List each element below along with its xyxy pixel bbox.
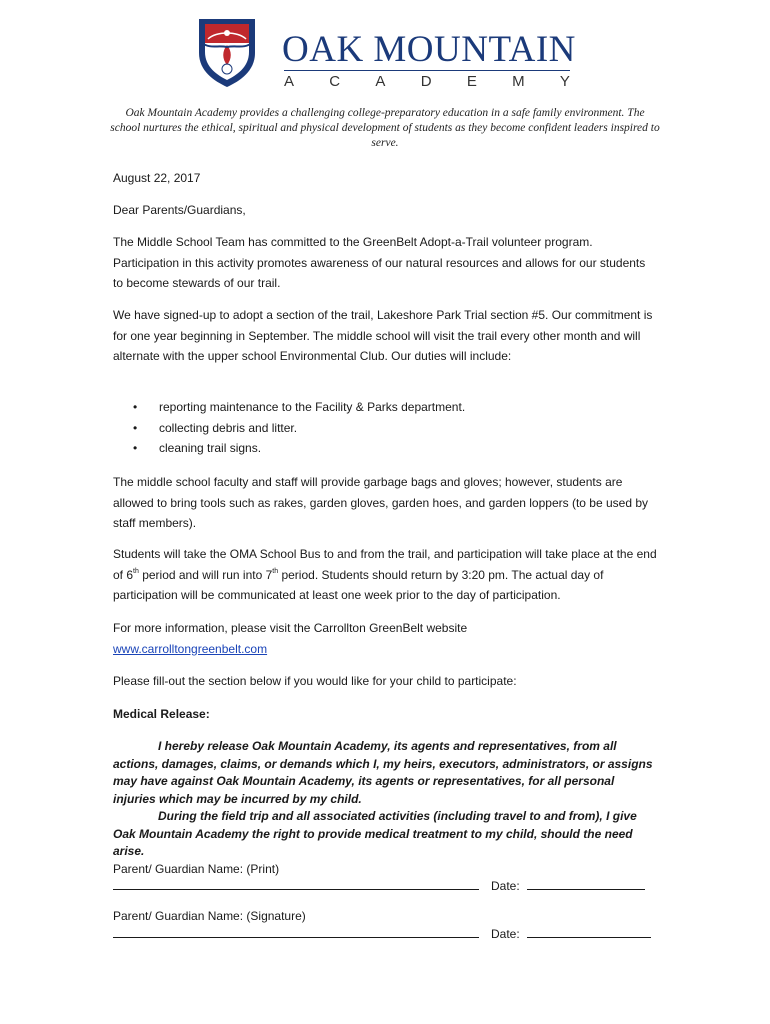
brand-letter: D xyxy=(420,73,432,90)
signature-date-field[interactable] xyxy=(527,925,651,938)
list-item-text: collecting debris and litter. xyxy=(159,420,298,435)
brand-letter: M xyxy=(512,73,525,90)
ordinal-suffix: th xyxy=(133,567,139,575)
brand-letter: C xyxy=(329,73,341,90)
print-date-field[interactable] xyxy=(527,877,645,890)
signature-label: Parent/ Guardian Name: (Signature) xyxy=(113,909,306,923)
release-text: During the field trip and all associated activities (including travel to and from), I give Oak Mountain Academy the right to provide medical treatment to my child, should the need arise. xyxy=(113,809,637,858)
transport-text: period. Students should return by 3:20 pm. The actual day of participation will be communicated at least one week prior to the day of participation. xyxy=(113,567,604,602)
paragraph-commitment: We have signed-up to adopt a section of the trail, Lakeshore Park Trial section #5. Our commitment is for one year beginning in September. The middle school will visit the trail every other month and will alternate with the upper school Environmental Club. Our duties will include: xyxy=(113,308,653,363)
mission-statement: Oak Mountain Academy provides a challenging college-preparatory education in a safe family environment. The school nurtures the ethical, spiritual and physical development of students as they become confident leaders inspired to serve. xyxy=(110,107,660,149)
brand-subtitle xyxy=(284,72,570,92)
print-date-row xyxy=(491,877,645,895)
print-name-label: Parent/ Guardian Name: (Print) xyxy=(113,862,280,876)
release-paragraph xyxy=(113,738,658,808)
paragraph-transport xyxy=(113,544,658,606)
list-item xyxy=(113,418,658,439)
print-name-row xyxy=(113,877,479,895)
print-name-field[interactable] xyxy=(113,877,479,890)
bullet-icon: • xyxy=(133,400,138,414)
bullet-icon: • xyxy=(133,441,138,455)
duties-list xyxy=(113,397,658,459)
medical-release-text xyxy=(113,738,658,861)
signature-date-row xyxy=(491,925,651,943)
transport-text: period and will run into 7 xyxy=(138,567,273,582)
signature-field[interactable] xyxy=(113,925,479,938)
brand-name: OAK MOUNTAIN xyxy=(282,29,576,70)
transport-text: Students will take the OMA School Bus to and from the trail, and participation will take place at the end of 6 xyxy=(113,547,657,582)
list-item-text: cleaning trail signs. xyxy=(159,441,262,455)
signature-row xyxy=(113,925,479,943)
paragraph-program: The Middle School Team has committed to the GreenBelt Adopt-a-Trail volunteer program. Participation in this activity promotes awareness of our natural resources and allows for our students to become stewards of our trail. xyxy=(113,235,646,290)
brand-divider xyxy=(284,70,570,71)
letter-date: August 22, 2017 xyxy=(113,171,201,185)
date-label: Date: xyxy=(491,927,520,941)
list-item xyxy=(113,438,658,459)
brand-letter: Y xyxy=(559,73,570,90)
fill-out-instruction: Please fill-out the section below if you would like for your child to participate: xyxy=(113,674,517,688)
bullet-icon: • xyxy=(133,420,138,435)
brand-letter: A xyxy=(284,73,295,90)
greenbelt-website-link[interactable]: www.carrolltongreenbelt.com xyxy=(113,641,268,656)
paragraph-supplies: The middle school faculty and staff will provide garbage bags and gloves; however, students are allowed to bring tools such as rakes, garden gloves, garden hoes, and garden loppers (to be used by staff members). xyxy=(113,475,649,530)
letter-greeting: Dear Parents/Guardians, xyxy=(113,203,246,217)
release-text: I hereby release Oak Mountain Academy, its agents and representatives, from all actions, damages, claims, or demands which I, my heirs, executors, administrators, or assigns may have against Oak Mountain Academy, its agents or representatives, for all personal injuries which may be incurred by my child. xyxy=(113,739,653,806)
paragraph-info xyxy=(113,618,658,659)
medical-release-title: Medical Release: xyxy=(113,707,210,721)
release-paragraph xyxy=(113,808,658,861)
info-text: For more information, please visit the Carrollton GreenBelt website xyxy=(113,621,468,635)
ordinal-suffix: th xyxy=(272,567,279,575)
brand-letter: E xyxy=(466,73,477,90)
list-item-text: reporting maintenance to the Facility & Parks department. xyxy=(159,400,466,414)
brand-letter: A xyxy=(375,73,386,90)
date-label: Date: xyxy=(491,879,520,893)
school-crest-logo xyxy=(196,17,258,89)
list-item xyxy=(113,397,658,418)
